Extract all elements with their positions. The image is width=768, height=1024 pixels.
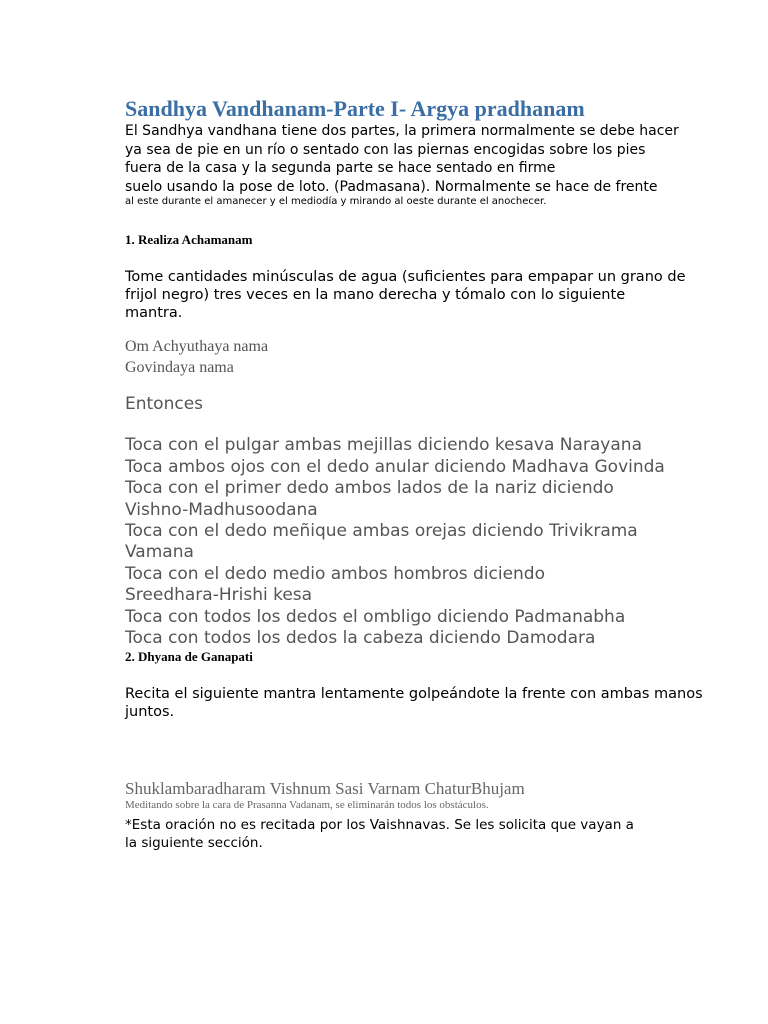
- list-item: Toca con todos los dedos el ombligo diciendo Padmanabha: [125, 606, 626, 627]
- note-line: la siguiente sección.: [125, 835, 263, 852]
- intro-line: fuera de la casa y la segunda parte se hace sentado en firme: [125, 160, 556, 176]
- intro-line: ya sea de pie en un río o sentado con las piernas encogidas sobre los pies: [125, 141, 646, 158]
- ganapati-instructions: [125, 685, 735, 721]
- paragraph-line: juntos.: [125, 704, 175, 721]
- entonces-label: Entonces: [125, 394, 204, 414]
- vaishnava-note: [125, 816, 735, 852]
- achamanam-mantra: [125, 336, 735, 378]
- page-title: Sandhya Vandhanam-Parte I- Argya pradhanam: [125, 96, 585, 121]
- list-item: Toca con el pulgar ambas mejillas diciendo kesava Narayana: [125, 435, 642, 456]
- paragraph-line: Tome cantidades minúsculas de agua (suficientes para empapar un grano de: [125, 269, 686, 285]
- intro-small-line: al este durante el amanecer y el mediodía y mirando al oeste durante el anochecer.: [125, 196, 547, 207]
- document-content: [125, 96, 735, 852]
- list-item: Sreedhara-Hrishi kesa: [125, 585, 313, 606]
- list-item: Vamana: [125, 542, 194, 563]
- list-item: Vishno-Madhusoodana: [125, 499, 318, 520]
- list-item: Toca con todos los dedos la cabeza diciendo Damodara: [125, 628, 596, 649]
- paragraph-line: Recita el siguiente mantra lentamente golpeándote la frente con ambas manos: [125, 686, 703, 703]
- note-line: *Esta oración no es recitada por los Vaishnavas. Se les solicita que vayan a: [125, 817, 634, 834]
- mantra-line: Om Achyuthaya nama: [125, 338, 269, 355]
- intro-line: El Sandhya vandhana tiene dos partes, la primera normalmente se debe hacer: [125, 123, 679, 139]
- intro-paragraph: [125, 122, 735, 208]
- mantra-line: Govindaya nama: [125, 359, 234, 376]
- ganapati-mantra-translation: Meditando sobre la cara de Prasanna Vadanam, se eliminarán todos los obstáculos.: [125, 799, 489, 812]
- list-item: Toca ambos ojos con el dedo anular diciendo Madhava Govinda: [125, 456, 665, 477]
- list-item: Toca con el primer dedo ambos lados de la nariz diciendo: [125, 478, 614, 499]
- intro-line: suelo usando la pose de loto. (Padmasana). Normalmente se hace de frente: [125, 178, 658, 195]
- list-item: Toca con el dedo meñique ambas orejas diciendo Trivikrama: [125, 521, 638, 542]
- achamanam-instructions: [125, 268, 735, 322]
- paragraph-line: frijol negro) tres veces en la mano derecha y tómalo con lo siguiente: [125, 287, 626, 303]
- paragraph-line: mantra.: [125, 305, 183, 321]
- touch-steps-list: [125, 435, 735, 649]
- section-heading-ganapati: 2. Dhyana de Ganapati: [125, 649, 253, 665]
- ganapati-mantra: Shuklambaradharam Vishnum Sasi Varnam ChaturBhujam: [125, 779, 525, 799]
- list-item: Toca con el dedo medio ambos hombros diciendo: [125, 563, 546, 584]
- section-heading-achamanam: 1. Realiza Achamanam: [125, 232, 253, 247]
